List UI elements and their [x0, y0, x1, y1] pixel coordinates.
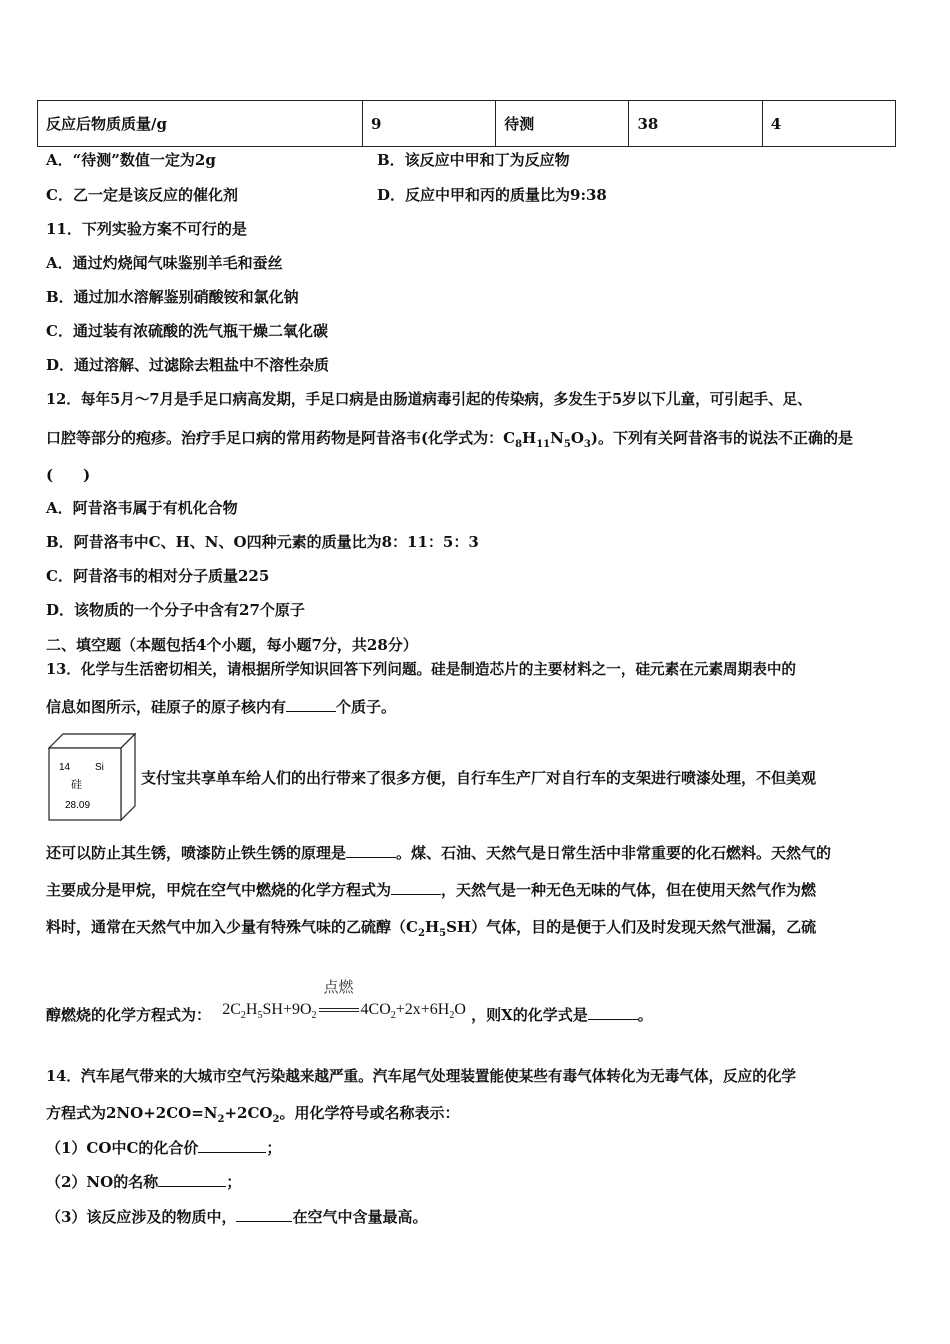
chem-formula: $C_2H_5SH$: [406, 918, 472, 939]
q12-option-b: B．阿昔洛韦中C、H、N、O四种元素的质量比为8：11：5：3: [46, 533, 479, 551]
chem-formula: $C_8H_{11}N_5O_3$: [503, 429, 591, 450]
element-number: 14: [59, 762, 71, 773]
q13-line6: 料时，通常在天然气中加入少量有特殊气味的乙硫醇$(C_2H_5SH)$气体，目的是便于人们及时发现天然气泄漏，乙硫: [46, 918, 817, 939]
answer-blank: [588, 1005, 638, 1020]
silicon-element-cube: [47, 732, 137, 822]
q13-line2: 信息如图所示，硅原子的原子核内有 个质子。: [46, 698, 397, 716]
q11-option-c: C．通过装有浓硫酸的洗气瓶干燥二氧化碳: [46, 322, 328, 340]
q13-line7: 醇燃烧的化学方程式为： $2C_2H_5SH+9O_2$ 点燃 $4CO_2+2x+6H_2O$ ，则X的化学式是 。: [46, 1005, 653, 1032]
q11-stem: 11．下列实验方案不可行的是: [46, 220, 247, 238]
q11-option-b: B．通过加水溶解鉴别硝酸铵和氯化钠: [46, 288, 299, 306]
q12-option-d: D．该物质的一个分子中含有27个原子: [46, 601, 305, 619]
q13-line5: 主要成分是甲烷，甲烷在空气中燃烧的化学方程式为 ，天然气是一种无色无味的气体，但在使用天然气作为燃: [46, 881, 817, 899]
q11-option-a: A．通过灼烧闻气味鉴别羊毛和蚕丝: [46, 254, 283, 272]
table-cell: 4: [762, 101, 895, 147]
q14-sub2: （2）NO的名称 ；: [46, 1173, 242, 1191]
answer-blank: [158, 1172, 226, 1187]
q11-option-d: D．通过溶解、过滤除去粗盐中不溶性杂质: [46, 356, 330, 374]
reaction-condition: 点燃: [323, 980, 354, 996]
table-cell: 待测: [496, 101, 629, 147]
q14-line1: 14．汽车尾气带来的大城市空气污染越来越严重。汽车尾气处理装置能使某些有毒气体转化为无毒气体，反应的化学: [46, 1068, 797, 1085]
q10-option-b: B．该反应中甲和丁为反应物: [377, 151, 570, 169]
q13-line4: 还可以防止其生锈，喷漆防止铁生锈的原理是 。煤、石油、天然气是日常生活中非常重要的化石燃料。天然气的: [46, 844, 832, 862]
element-symbol: Si: [95, 762, 104, 773]
combustion-equation: $2C_2H_5SH+9O_2$ 点燃 $4CO_2+2x+6H_2O$: [222, 980, 466, 1022]
q13-line3: 支付宝共享单车给人们的出行带来了很多方便，自行车生产厂对自行车的支架进行喷漆处理，不但美观: [141, 769, 817, 787]
q12-option-a: A．阿昔洛韦属于有机化合物: [46, 499, 238, 517]
q12-paren: ( ): [46, 466, 91, 484]
q12-stem-line1: 12．每年5月～7月是手足口病高发期，手足口病是由肠道病毒引起的传染病，多发生于5岁以下儿童，可引起手、足、: [46, 391, 812, 408]
q14-line2: 方程式为$2NO+2CO=N_2+2CO_2$。用化学符号或名称表示：: [46, 1104, 460, 1125]
q10-option-c: C．乙一定是该反应的催化剂: [46, 186, 238, 204]
answer-blank: [236, 1207, 292, 1222]
element-mass: 28.09: [65, 800, 91, 811]
element-name: 硅: [71, 778, 82, 791]
q14-sub3: （3）该反应涉及的物质中， 在空气中含量最高。: [46, 1208, 428, 1226]
answer-blank: [391, 880, 441, 895]
q13-line1: 13．化学与生活密切相关，请根据所学知识回答下列问题。硅是制造芯片的主要材料之一，硅元素在元素周期表中的: [46, 661, 797, 678]
data-table: [37, 100, 896, 147]
q14-sub1: （1）CO中C的化合价 ；: [46, 1139, 282, 1157]
table-cell: 9: [362, 101, 495, 147]
answer-blank: [286, 697, 336, 712]
q12-option-c: C．阿昔洛韦的相对分子质量225: [46, 567, 270, 585]
section-heading: 二、填空题（本题包括4个小题，每小题7分，共28分）: [46, 636, 418, 654]
table-row: [38, 101, 896, 147]
answer-blank: [346, 843, 396, 858]
answer-blank: [198, 1138, 266, 1153]
table-row-label: 反应后物质质量/g: [38, 101, 363, 147]
table-cell: 38: [629, 101, 762, 147]
q10-option-d: D．反应中甲和丙的质量比为9:38: [377, 186, 607, 204]
q12-stem-line2: 口腔等部分的疱疹。治疗手足口病的常用药物是阿昔洛韦(化学式为：$C_8H_{11}N_5O_3$)。下列有关阿昔洛韦的说法不正确的是: [46, 429, 853, 450]
q10-option-a: A．“待测”数值一定为2g: [46, 151, 216, 169]
